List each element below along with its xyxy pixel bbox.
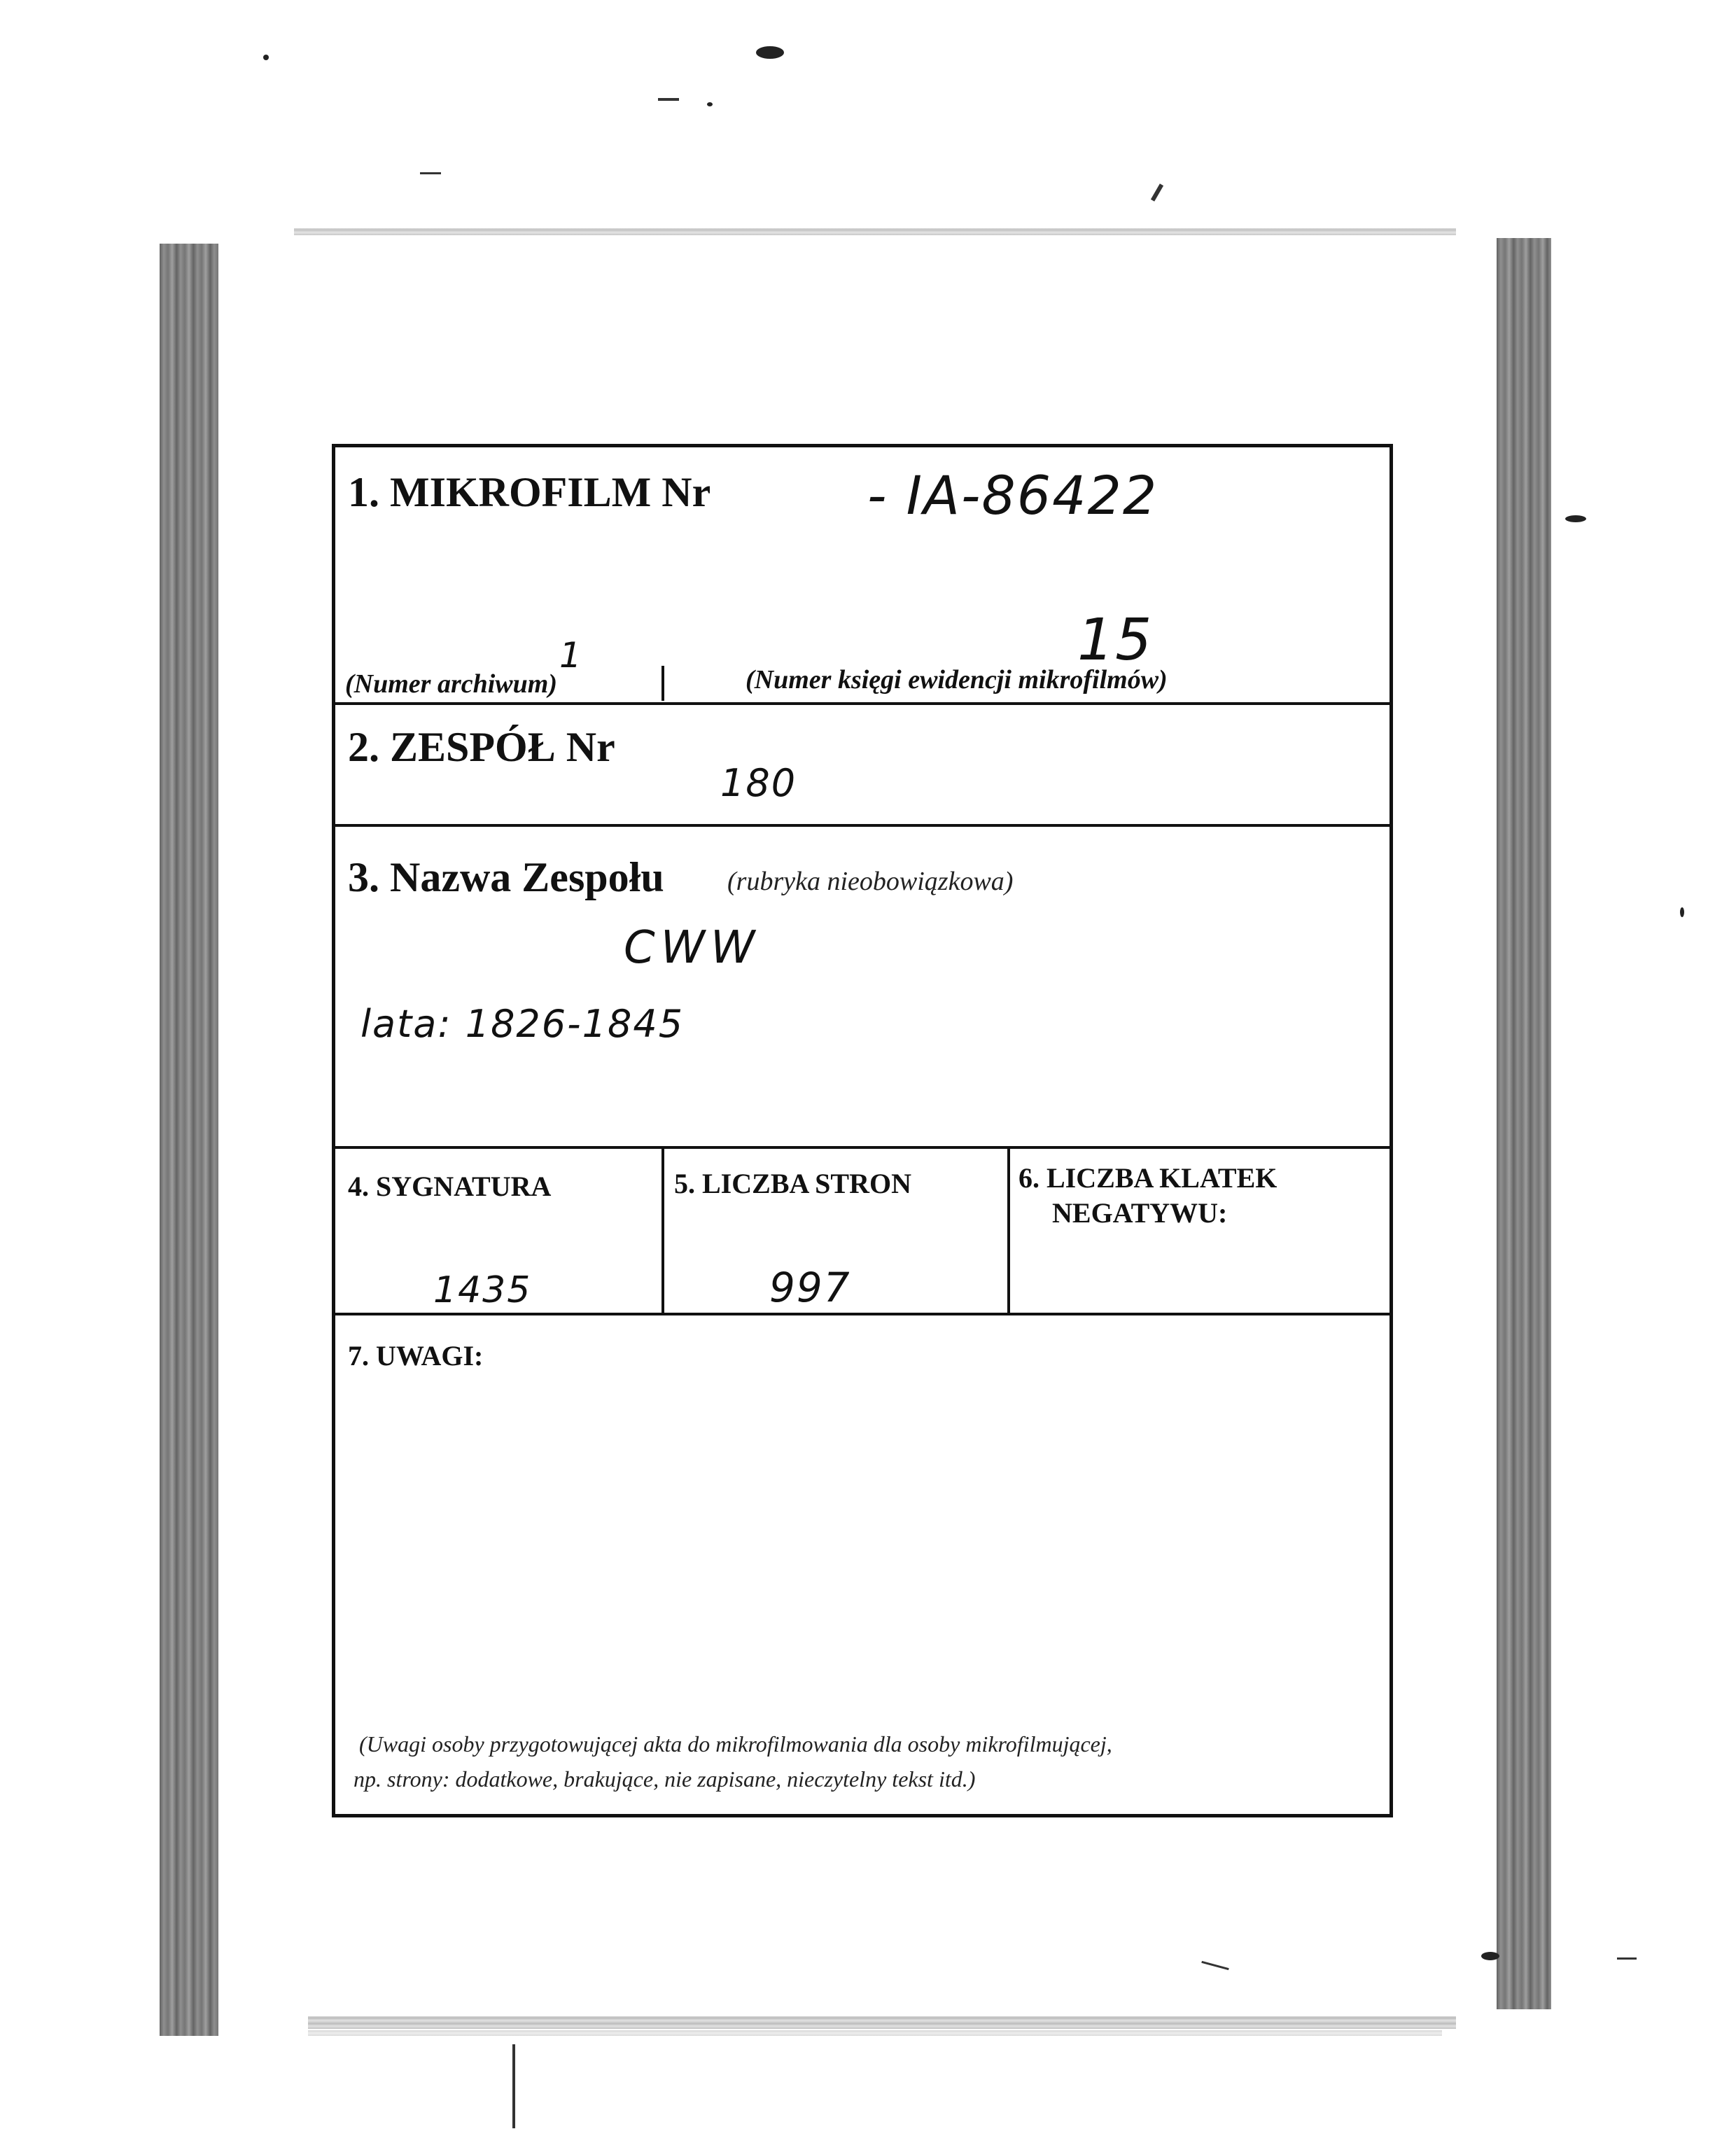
fonds-years-value: lata: 1826-1845 xyxy=(360,1002,685,1046)
microfilm-number-label: 1. MIKROFILM Nr xyxy=(348,469,711,515)
field-microfilm-number xyxy=(335,447,1390,705)
column-divider-2 xyxy=(1007,1149,1010,1313)
film-strip-left xyxy=(160,244,218,2036)
microfilm-form xyxy=(332,444,1393,1817)
column-divider-1 xyxy=(662,1149,664,1313)
speck xyxy=(1481,1952,1499,1960)
scratch xyxy=(420,172,441,174)
scratch xyxy=(658,98,679,101)
register-number-caption: (Numer księgi ewidencji mikrofilmów) xyxy=(746,665,1168,694)
scratch xyxy=(1201,1961,1228,1970)
speck xyxy=(263,55,269,60)
field-fonds-name xyxy=(335,827,1390,1149)
film-edge-top xyxy=(294,228,1456,235)
scratch xyxy=(1617,1957,1637,1960)
frame-count-label-line1: 6. LICZBA KLATEK xyxy=(1018,1162,1278,1194)
signature-label: 4. SYGNATURA xyxy=(348,1171,552,1202)
film-edge-bottom-inner xyxy=(308,2030,1442,2036)
page-count-value: 997 xyxy=(769,1264,851,1311)
page-count-label: 5. LICZBA STRON xyxy=(674,1168,911,1199)
fonds-name-value: CWW xyxy=(624,922,761,974)
speck xyxy=(756,46,784,59)
remarks-footnote-line2: np. strony: dodatkowe, brakujące, nie zapisane, nieczytelny tekst itd.) xyxy=(354,1766,976,1792)
field-fonds-number xyxy=(335,705,1390,827)
fonds-name-note: (rubryka nieobowiązkowa) xyxy=(727,867,1014,896)
scratch xyxy=(1151,183,1163,202)
frame-count-label-line2: NEGATYWU: xyxy=(1052,1197,1228,1229)
fonds-name-label: 3. Nazwa Zespołu xyxy=(348,854,664,900)
register-number-value: 15 xyxy=(1077,607,1154,673)
archive-number-caption: (Numer archiwum) xyxy=(345,669,557,699)
signature-value: 1435 xyxy=(433,1269,532,1311)
field-remarks xyxy=(335,1315,1390,1814)
archive-number-value: 1 xyxy=(559,635,583,676)
caption-divider xyxy=(662,666,664,701)
remarks-footnote-line1: (Uwagi osoby przygotowującej akta do mikrofilmowania dla osoby mikrofilmującej, xyxy=(359,1731,1112,1757)
film-strip-right xyxy=(1497,238,1551,2009)
scratch xyxy=(512,2044,515,2128)
speck xyxy=(707,102,713,106)
speck xyxy=(1565,515,1586,522)
remarks-label: 7. UWAGI: xyxy=(348,1340,484,1371)
fonds-number-value: 180 xyxy=(720,761,797,805)
film-edge-bottom xyxy=(308,2016,1456,2029)
microfilm-number-value: - IA-86422 xyxy=(867,464,1158,526)
fonds-number-label: 2. ZESPÓŁ Nr xyxy=(348,724,615,770)
speck xyxy=(1680,907,1684,917)
field-row-signature-pages-frames xyxy=(335,1149,1390,1315)
